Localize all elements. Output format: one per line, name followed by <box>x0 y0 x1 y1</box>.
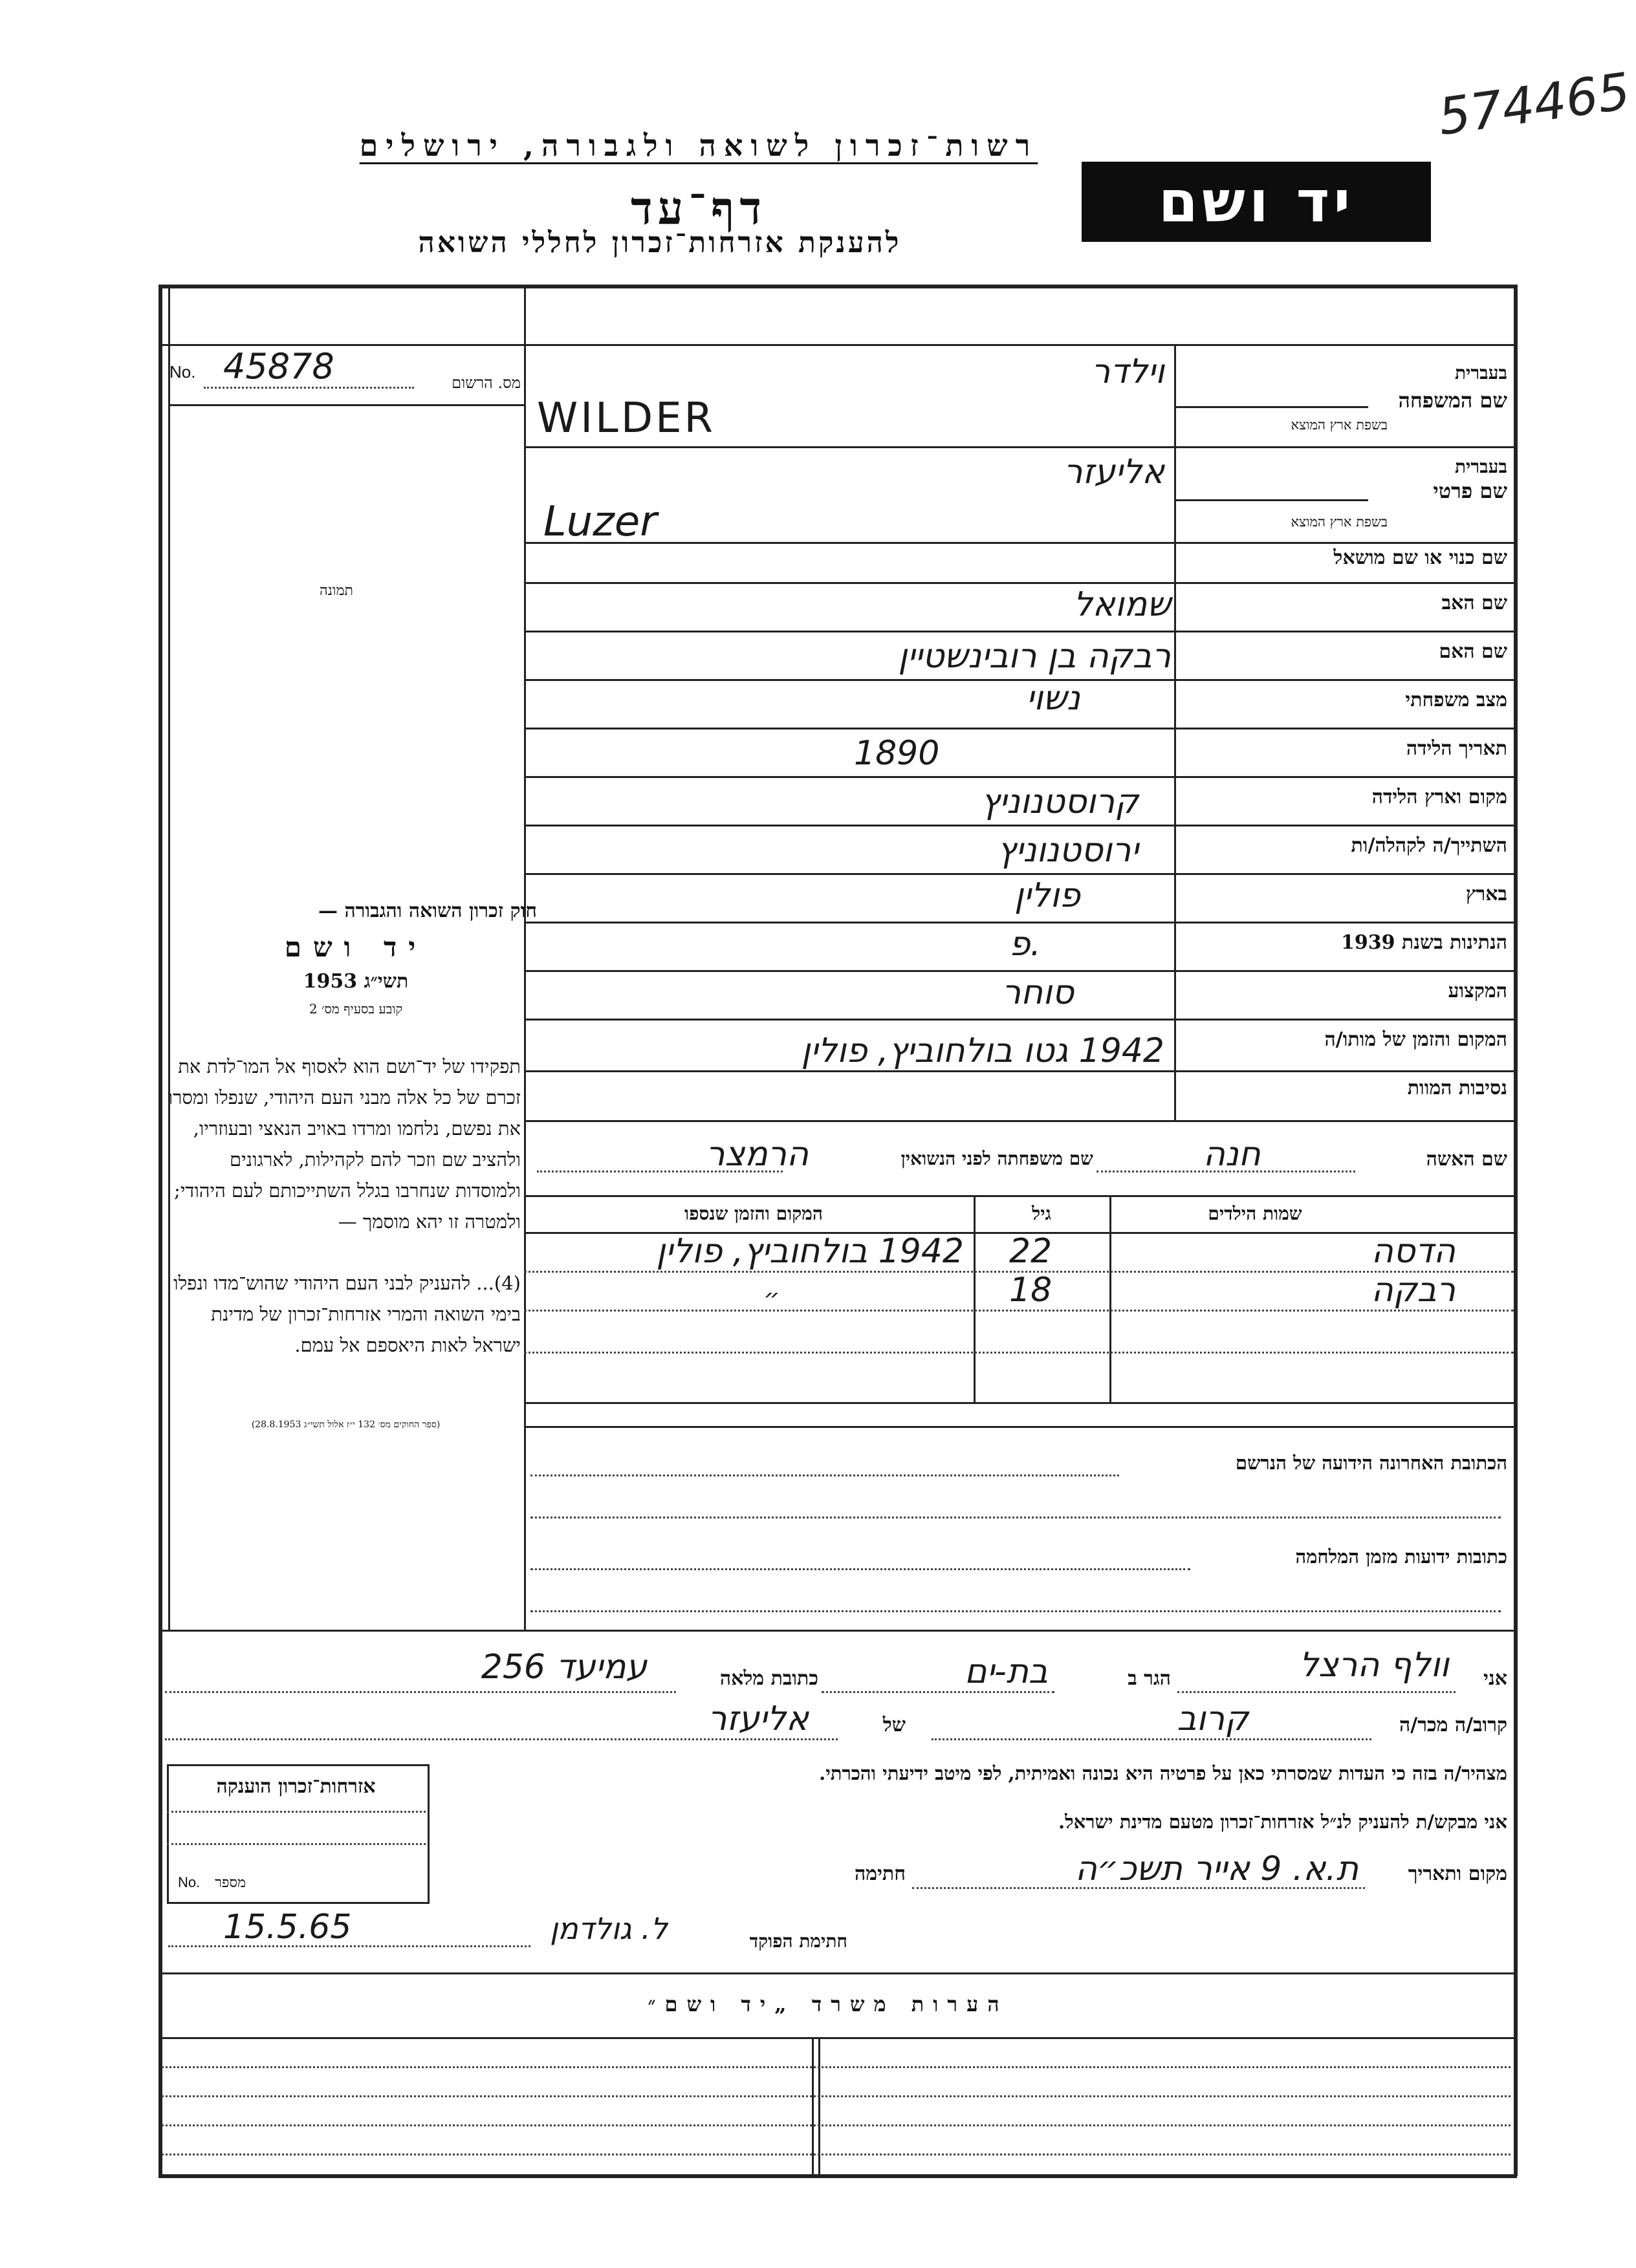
child-1-place: 1942 בולחוביץ, פולין <box>656 1232 964 1271</box>
residing-label: הגר ב <box>1128 1667 1171 1690</box>
family-name-label: שם המשפחה <box>1398 388 1507 413</box>
official-signature: ל. גולדמן <box>550 1911 668 1946</box>
child-2-name: רבקה <box>1371 1271 1456 1310</box>
no-label: No. <box>169 362 196 382</box>
form-subtitle: להענקת אזרחות־זכרון לחללי השואה <box>418 226 902 259</box>
maiden-name-label: שם משפחתה לפני הנשואין <box>900 1148 1093 1169</box>
label-column-divider <box>1174 344 1176 1120</box>
marital-status: נשוי <box>1026 679 1080 718</box>
age-header: גיל <box>1032 1203 1051 1224</box>
wife-label: שם האשה <box>1426 1148 1507 1171</box>
of-label: של <box>882 1714 906 1736</box>
registration-label: מס. הרשום <box>452 374 521 392</box>
birthplace: קרוסטנוניץ <box>981 783 1139 821</box>
profession: סוחר <box>1001 973 1074 1012</box>
office-remarks-title: הערות משרד „יד ושם״ <box>648 1992 1009 2016</box>
witness-name: וולף הרצל <box>1299 1646 1449 1685</box>
law-body-1: תפקידו של יד־ושם הוא לאסוף אל המו־לדת את זכרם של כל אלה מבני העם היהודי, שנפלו ומסרו את נפשם, נלחמו ומרדו באויב הנאצי ובעוזריו, ולהציב שם וזכר להם לקהילות, לארגונים ולמוסדות שנחרבו בגלל השתייכותם לעם היהודי; ולמטרה זו יהא מוסמך — <box>168 1055 521 1233</box>
relation-of: אליעזר <box>708 1700 809 1738</box>
country-label: בארץ <box>1465 883 1507 905</box>
law-clause: קובע בסעיף מס׳ 2 <box>309 1001 403 1017</box>
frame-left <box>158 285 162 2176</box>
law-name: יד ושם <box>284 931 428 963</box>
registration-number: 45878 <box>223 346 334 387</box>
birthdate: 1890 <box>854 734 940 773</box>
nickname-label: שם כנוי או שם מושאל <box>1333 546 1507 569</box>
law-title: חוק זכרון השואה והגבורה — <box>318 900 537 922</box>
institution-title: רשות־זכרון לשואה ולגבורה, ירושלים <box>359 128 1038 163</box>
first-name-latin: Luzer <box>543 498 657 546</box>
request-text: אני מבקש/ת להעניק לנ״ל אזרחות־זכרון מטעם מדינת ישראל. <box>1058 1811 1507 1833</box>
child-2-age: 18 <box>1009 1271 1052 1310</box>
death-label: המקום והזמן של מותו/ה <box>1324 1028 1507 1051</box>
family-name-hebrew: וילדר <box>1091 352 1164 391</box>
top-row-line <box>158 344 1517 346</box>
witness-city: בת-ים <box>964 1652 1048 1691</box>
country: פולין <box>1014 876 1080 915</box>
signature-label: חתימה <box>855 1863 906 1885</box>
citizenship-label: הנתינות בשנת 1939 <box>1340 931 1507 954</box>
form-title: דף־עד <box>630 181 767 235</box>
archive-number-handwritten: 574465 <box>1434 62 1634 147</box>
mother-name: רבקה בן רובינשטיין <box>898 637 1171 676</box>
profession-label: המקצוע <box>1448 980 1507 1002</box>
father-label: שם האב <box>1441 592 1507 614</box>
witness-address: עמיעד 256 <box>481 1648 647 1687</box>
child-1-name: הדסה <box>1371 1232 1456 1271</box>
birthdate-label: תאריך הלידה <box>1406 737 1507 760</box>
mother-label: שם האם <box>1439 640 1507 663</box>
last-address-label: הכתובת האחרונה הידועה של הנרשם <box>1235 1452 1507 1474</box>
war-address-label: כתובות ידועות מזמן המלחמה <box>1295 1546 1507 1568</box>
child-1-age: 22 <box>1009 1232 1052 1271</box>
law-year: תשי״ג 1953 <box>303 970 409 993</box>
marital-label: מצב משפחתי <box>1405 689 1507 711</box>
citizenship: פ. <box>1009 925 1042 964</box>
first-name-hebrew: אליעזר <box>1063 453 1164 491</box>
wife-maiden-name: הרמצר <box>706 1135 809 1174</box>
full-address-label: כתובת מלאה <box>719 1667 818 1690</box>
wife-first-name: חנה <box>1203 1135 1261 1174</box>
in-hebrew-label: בעברית <box>1454 362 1507 383</box>
law-footnote: (ספר החוקים מס׳ 132 י״ז אלול תשי״ג 28.8.1953) <box>251 1420 441 1430</box>
child-2-place: ״ <box>763 1284 780 1313</box>
place-date-label: מקום ותאריך <box>1408 1863 1507 1885</box>
birthplace-label: מקום וארץ הלידה <box>1371 786 1507 808</box>
yad-vashem-logo: יד ושם <box>1082 162 1431 242</box>
citizenship-granted-title: אזרחות־זכרון הוענקה <box>216 1775 376 1798</box>
frame-top <box>158 285 1517 288</box>
relation: קרוב <box>1177 1700 1249 1738</box>
death-place-time: 1942 גטו בולחוביץ, פולין <box>801 1031 1164 1070</box>
law-body-2: (4)... להעניק לבני העם היהודי שהוש־מדו ונפלו בימי השואה והמרי אזרחות־זכרון של מדינת ישראל לאות היאספם אל עמם. <box>173 1272 521 1356</box>
official-signature-label: חתימת הפוקד <box>749 1930 847 1952</box>
place-date-handwritten: ת.א. 9 אייר תשכ״ה <box>1074 1850 1358 1888</box>
father-name: שמואל <box>1073 585 1171 624</box>
children-names-header: שמות הילדים <box>1208 1203 1302 1224</box>
community-label: השתייך/ה לקהלה/ות <box>1351 834 1507 857</box>
photo-label: תמונה <box>320 583 353 599</box>
box-number-label: מספר <box>215 1875 246 1891</box>
box-no-label: No. <box>178 1874 201 1890</box>
community: ירוסטנוניץ <box>997 831 1139 870</box>
death-cause-label: נסיבות המוות <box>1407 1077 1507 1099</box>
frame-bottom <box>158 2174 1517 2178</box>
i-label: אני <box>1483 1667 1507 1690</box>
first-name-label: שם פרטי <box>1433 479 1507 503</box>
family-name-latin: WILDER <box>537 394 715 442</box>
official-date: 15.5.65 <box>223 1908 352 1947</box>
left-column-divider <box>524 285 526 1630</box>
relative-label: קרוב/ה מכר/ה <box>1399 1714 1507 1736</box>
frame-right <box>1514 285 1518 2176</box>
declaration-text: מצהיר/ה בזה כי העדות שמסרתי כאן על פרטיה היא נכונה ואמיתית, לפי מיטב ידיעתי והכרתי. <box>819 1762 1507 1784</box>
child-place-header: המקום והזמן שנספו <box>684 1203 823 1224</box>
